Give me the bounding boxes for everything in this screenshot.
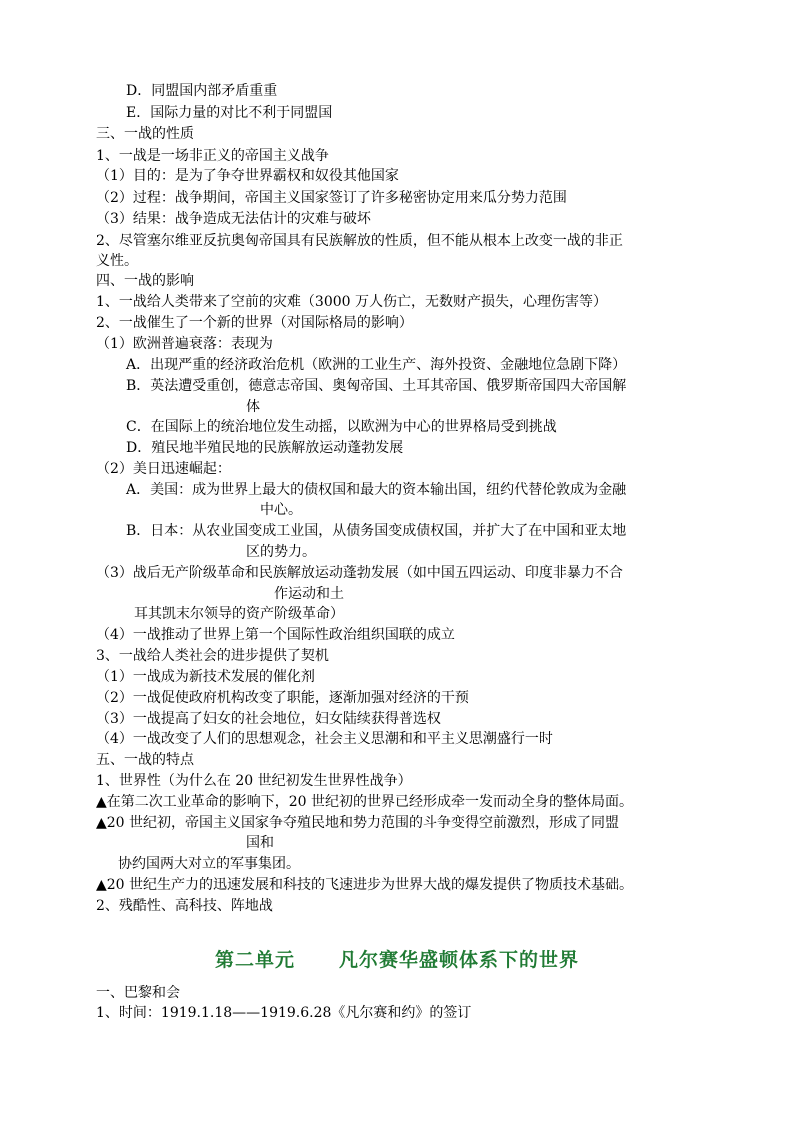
text-line: 中心。 (260, 502, 302, 518)
option-e: E．国际力量的对比不利于同盟国 (126, 105, 333, 121)
text-line: ▲在第二次工业革命的影响下，20 世纪初的世界已经形成牵一发而动全身的整体局面。 (96, 794, 634, 810)
text-line: 2、一战催生了一个新的世界（对国际格局的影响） (96, 315, 413, 331)
section-heading: 三、一战的性质 (96, 126, 194, 142)
text-line: 耳其凯末尔领导的资产阶级革命） (134, 606, 344, 622)
text-line: 2、尽管塞尔维亚反抗奥匈帝国具有民族解放的性质，但不能从根本上改变一战的非正 (96, 233, 623, 249)
text-line: （2）过程：战争期间，帝国主义国家签订了许多秘密协定用来瓜分势力范围 (96, 190, 567, 206)
text-line: ▲20 世纪初，帝国主义国家争夺殖民地和势力范围的斗争变得空前激烈，形成了同盟 (96, 815, 620, 831)
text-line: （4）一战推动了世界上第一个国际性政治组织国联的成立 (96, 627, 455, 643)
text-line: （1）目的：是为了争夺世界霸权和奴役其他国家 (96, 168, 399, 184)
text-line: 1、一战给人类带来了空前的灾难（3000 万人伤亡，无数财产损失，心理伤害等） (96, 294, 607, 310)
text-line: （2）一战促使政府机构改变了职能，逐渐加强对经济的干预 (96, 690, 469, 706)
unit-title (0, 945, 794, 972)
text-line: 义性。 (96, 253, 138, 269)
text-line: 1、世界性（为什么在 20 世纪初发生世界性战争） (96, 773, 412, 789)
section-heading: 一、巴黎和会 (96, 985, 180, 1001)
section-heading: 五、一战的特点 (96, 752, 194, 768)
text-line: （3）一战提高了妇女的社会地位，妇女陆续获得普选权 (96, 711, 441, 727)
text-line: C．在国际上的统治地位发生动摇，以欧洲为中心的世界格局受到挑战 (126, 419, 557, 435)
text-line: B．英法遭受重创，德意志帝国、奥匈帝国、土耳其帝国、俄罗斯帝国四大帝国解 (126, 378, 627, 394)
text-line: 体 (246, 399, 260, 415)
text-line: （4）一战改变了人们的思想观念，社会主义思潮和和平主义思潮盛行一时 (96, 731, 553, 747)
option-d: D．同盟国内部矛盾重重 (126, 83, 278, 99)
text-line: 3、一战给人类社会的进步提供了契机 (96, 648, 329, 664)
text-line: （1）一战成为新技术发展的催化剂 (96, 669, 315, 685)
section-heading: 四、一战的影响 (96, 273, 194, 289)
text-line: 区的势力。 (246, 544, 316, 560)
text-line: （3）战后无产阶级革命和民族解放运动蓬勃发展（如中国五四运动、印度非暴力不合 (96, 565, 623, 581)
text-line: ▲20 世纪生产力的迅速发展和科技的飞速进步为世界大战的爆发提供了物质技术基础。 (96, 877, 634, 893)
text-line: 协约国两大对立的军事集团。 (118, 856, 300, 872)
text-line: （1）欧洲普遍衰落：表现为 (96, 336, 273, 352)
text-line: 作运动和土 (274, 586, 344, 602)
text-line: A．出现严重的经济政治危机（欧洲的工业生产、海外投资、金融地位急剧下降） (126, 357, 627, 373)
text-line: A．美国：成为世界上最大的债权国和最大的资本输出国，纽约代替伦敦成为金融 (126, 482, 627, 498)
text-line: 2、残酷性、高科技、阵地战 (96, 898, 273, 914)
text-line: （3）结果：战争造成无法估计的灾难与破坏 (96, 211, 371, 227)
text-line: B．日本：从农业国变成工业国，从债务国变成债权国，并扩大了在中国和亚太地 (126, 523, 627, 539)
text-line: （2）美日迅速崛起： (96, 461, 231, 477)
text-line: 1、时间：1919.1.18——1919.6.28《凡尔赛和约》的签订 (96, 1005, 472, 1021)
text-line: D．殖民地半殖民地的民族解放运动蓬勃发展 (126, 440, 404, 456)
unit-number: 第二单元 (214, 949, 295, 971)
unit-name: 凡尔赛华盛顿体系下的世界 (339, 949, 580, 971)
text-line: 1、一战是一场非正义的帝国主义战争 (96, 148, 329, 164)
text-line: 国和 (246, 835, 274, 851)
